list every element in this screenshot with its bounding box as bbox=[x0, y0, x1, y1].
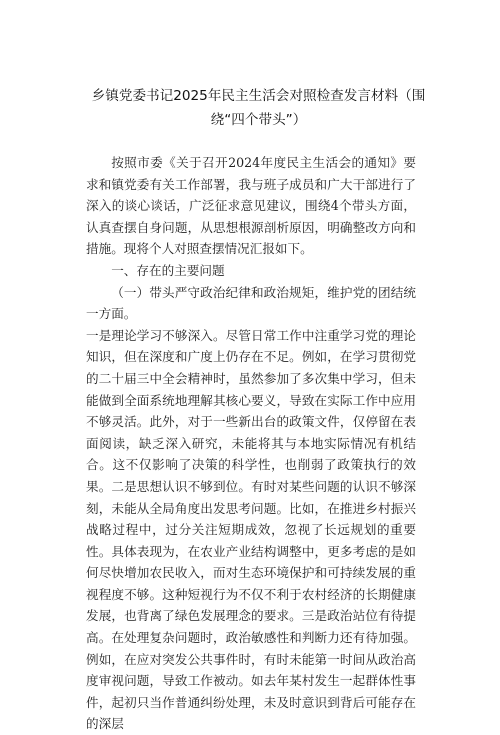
document-body bbox=[86, 152, 416, 735]
section-heading-problems: 一、存在的主要问题 bbox=[111, 262, 225, 278]
intro-paragraph: 按照市委《关于召开2024年度民主生活会的通知》要求和镇党委有关工作部署，我与班子成员和广大干部进行了深入的谈心谈话，广泛征求意见建议，围绕4个带头方面，认真查摆自身问题，从思想根源剖析原因，明确整改方向和措施。现将个人对照查摆情况汇报如下。 bbox=[86, 155, 416, 257]
subsection-body-paragraph: 一是理论学习不够深入。尽管日常工作中注重学习党的理论知识，但在深度和广度上仍存在不足。例如，在学习贯彻党的二十届三中全会精神时，虽然参加了多次集中学习，但未能做到全面系统地理解其核心要义，导致在实际工作中应用不够灵活。此外，对于一些新出台的政策文件，仅停留在表面阅读，缺乏深入研究，未能将其与本地实际情况有机结合。这不仅影响了决策的科学性，也削弱了政策执行的效果。二是思想认识不够到位。有时对某些问题的认识不够深刻，未能从全局角度出发思考问题。比如，在推进乡村振兴战略过程中，过分关注短期成效，忽视了长远规划的重要性。具体表现为，在农业产业结构调整中，更多考虑的是如何尽快增加农民收入，而对生态环境保护和可持续发展的重视程度不够。这种短视行为不仅不利于农村经济的长期健康发展，也背离了绿色发展理念的要求。三是政治站位有待提高。在处理复杂问题时，政治敏感性和判断力还有待加强。例如，在应对突发公共事件时，有时未能第一时间从政治高度审视问题，导致工作被动。如去年某村发生一起群体性事件，起初只当作普通纠纷处理，未及时意识到背后可能存在的深层 bbox=[86, 327, 416, 732]
subsection-heading-political-discipline: （一）带头严守政治纪律和政治规矩，维护党的团结统一方面。 bbox=[86, 284, 416, 322]
document-title: 乡镇党委书记2025年民主生活会对照检查发言材料（围绕“四个带头”） bbox=[91, 88, 426, 128]
